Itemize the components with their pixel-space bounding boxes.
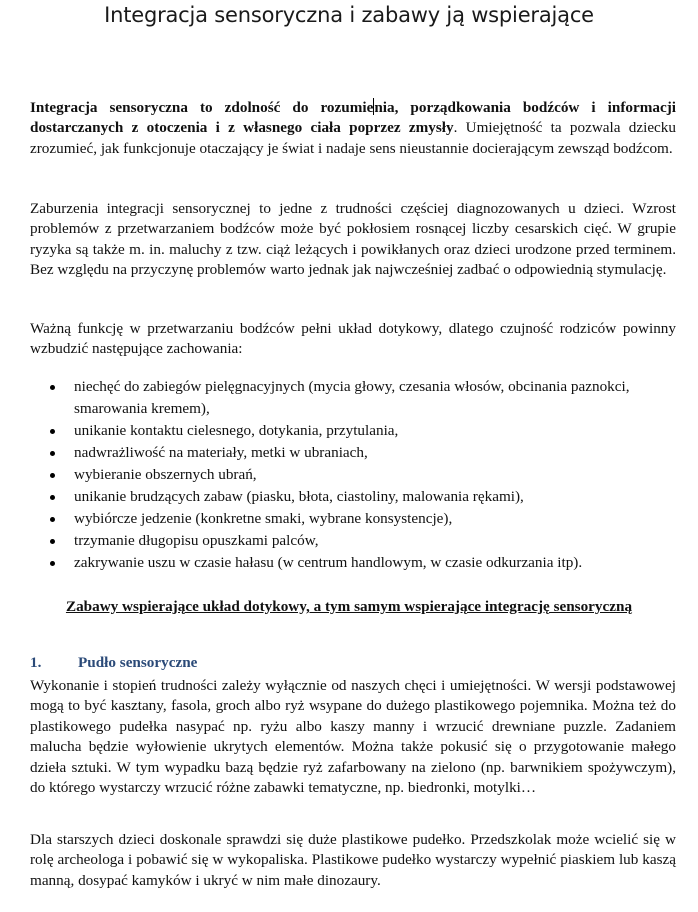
bullet-icon	[50, 495, 55, 500]
list-item-text: nadwrażliwość na materiały, metki w ubraniach,	[74, 444, 368, 461]
tactile-system-paragraph: Ważną funkcję w przetwarzaniu bodźców pełni układ dotykowy, dlatego czujność rodziców powinny wzbudzić następujące zachowania:	[30, 320, 676, 358]
list-item-text: zakrywanie uszu w czasie hałasu (w centrum handlowym, w czasie odkurzania itp).	[74, 554, 583, 571]
section-heading: Zabawy wspierające układ dotykowy, a tym samym wspierające integrację sensoryczną	[65, 598, 633, 615]
intro-paragraph	[30, 98, 676, 159]
list-item	[30, 376, 676, 420]
sensory-box-paragraph: Wykonanie i stopień trudności zależy wyłącznie od naszych chęci i umiejętności. W wersji podstawowej mogą to być kasztany, fasola, groch albo ryż wsypane do dużego plastikowego pojemnika. Można też do plastikowego pudełka nasypać np. ryżu albo kaszy manny i wrzucić drewniane puzzle. Zadaniem malucha będzie wyłowienie ukrytych elementów. Można także pokusić się o przygotowanie małego dzieła sztuki. W tym wypadku bazą będzie ryż zafarbowany na zielono (np. barwnikiem spożywczym), do którego wystarczy wrzucić różne zabawki tematyczne, np. biedronki, motylki…	[30, 677, 676, 797]
list-item-text: niechęć do zabiegów pielęgnacyjnych (mycia głowy, czesania włosów, obcinania paznokci, smarowania kremem),	[74, 378, 630, 417]
heading-number: 1.	[30, 654, 42, 671]
bullet-icon	[50, 451, 55, 456]
older-children-paragraph: Dla starszych dzieci doskonale sprawdzi się duże plastikowe pudełko. Przedszkolak może wcielić się w rolę archeologa i pobawić się w wykopaliska. Plastikowe pudełko wystarczy wypełnić piaskiem lub kaszą manną, dosypać kamyków i ukryć w nim małe dinozaury.	[30, 831, 676, 889]
bullet-icon	[50, 473, 55, 478]
list-item-text: wybieranie obszernych ubrań,	[74, 466, 257, 483]
intro-bold-text-start: Integracja sensoryczna to zdolność do rozumie	[30, 99, 374, 116]
intro-regular-text: . Umiejętność ta pozwala dziecku zrozumieć, jak funkcjonuje otaczający je świat i nadaje sens nieustannie docierającym zewsząd bodźcom.	[30, 119, 676, 157]
list-item	[30, 442, 676, 464]
bullet-icon	[50, 561, 55, 566]
list-item	[30, 552, 676, 574]
heading-title: Pudło sensoryczne	[78, 654, 198, 671]
bullet-icon	[50, 385, 55, 390]
numbered-heading	[30, 654, 197, 672]
list-item-text: unikanie brudzących zabaw (piasku, błota, ciastoliny, malowania rękami),	[74, 488, 524, 505]
risk-paragraph: Zaburzenia integracji sensorycznej to jedne z trudności częściej diagnozowanych u dzieci. Wzrost problemów z przetwarzaniem bodźców może być pokłosiem rosnącej liczby cesarskich cięć. W grupie ryzyka są także m. in. maluchy z tzw. ciąż leżących i powikłanych oraz dzieci urodzone przed terminem. Bez względu na przyczynę problemów warto jednak jak najwcześniej zadbać o odpowiednią stymulację.	[30, 200, 676, 279]
document-title: Integracja sensoryczna i zabawy ją wspierające	[104, 3, 594, 27]
bullet-icon	[50, 517, 55, 522]
intro-bold-text-end: nia, porządkowania bodźców i informacji dostarczanych z otoczenia i z własnego ciała poprzez zmysły	[30, 99, 676, 137]
list-item	[30, 464, 676, 486]
bullet-icon	[50, 429, 55, 434]
list-item-text: unikanie kontaktu cielesnego, dotykania, przytulania,	[74, 422, 399, 439]
behavior-list	[30, 376, 676, 574]
list-item	[30, 420, 676, 442]
list-item-text: trzymanie długopisu opuszkami palców,	[74, 532, 319, 549]
list-item	[30, 530, 676, 552]
list-item	[30, 508, 676, 530]
list-item-text: wybiórcze jedzenie (konkretne smaki, wybrane konsystencje),	[74, 510, 453, 527]
bullet-icon	[50, 539, 55, 544]
list-item	[30, 486, 676, 508]
